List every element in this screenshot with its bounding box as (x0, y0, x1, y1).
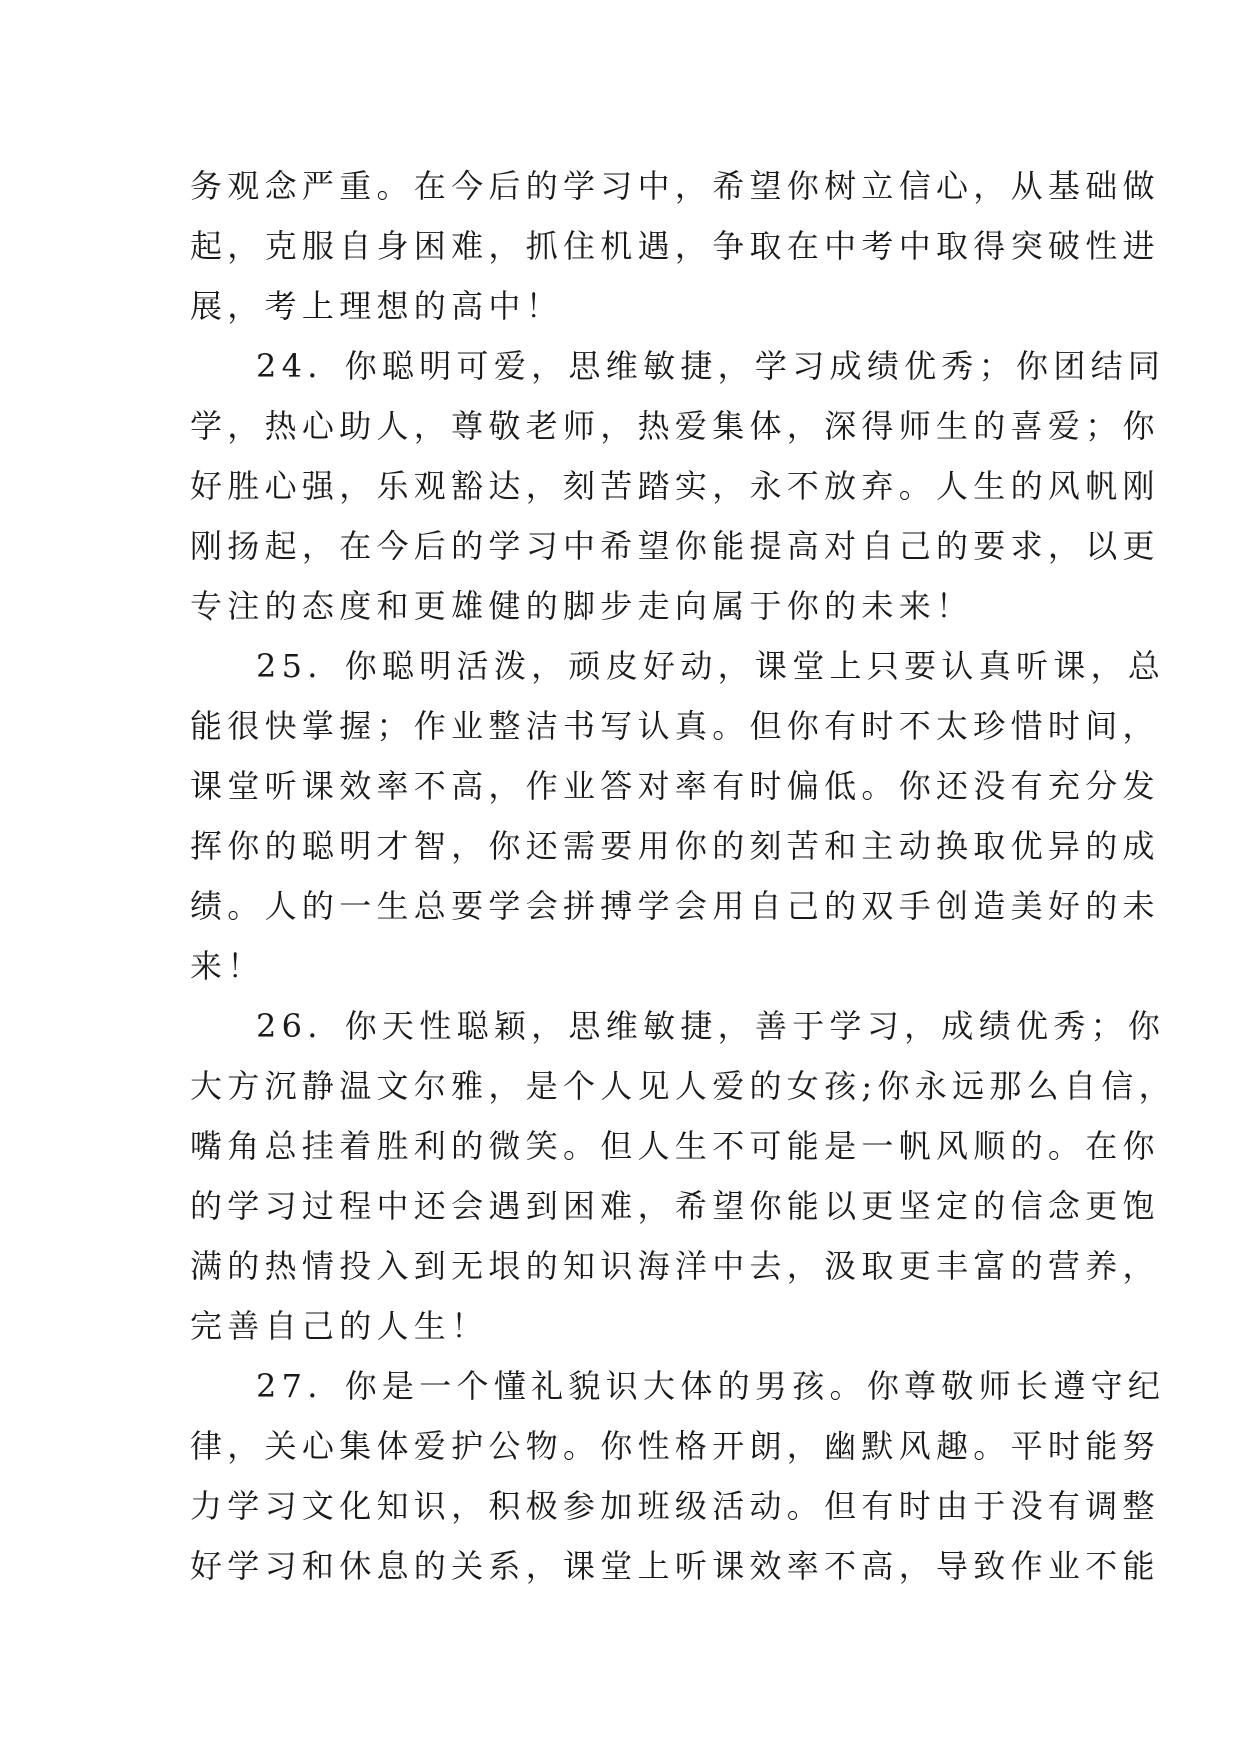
text-line: 刚扬起，在今后的学习中希望你能提高对自己的要求，以更 (190, 527, 1160, 565)
text-line: 绩。人的一生总要学会拼搏学会用自己的双手创造美好的未 (190, 887, 1160, 925)
paragraph-start-24: 24．你聪明可爱，思维敏捷，学习成绩优秀；你团结同 (256, 347, 1166, 385)
text-line: 能很快掌握；作业整洁书写认真。但你有时不太珍惜时间， (190, 707, 1160, 745)
paragraph-start-27: 27．你是一个懂礼貌识大体的男孩。你尊敬师长遵守纪 (256, 1367, 1166, 1405)
text-line: 来！ (190, 947, 265, 985)
text-line: 好胜心强，乐观豁达，刻苦踏实，永不放弃。人生的风帆刚 (190, 467, 1160, 505)
text-line: 起，克服自身困难，抓住机遇，争取在中考中取得突破性进 (190, 227, 1160, 265)
paragraph-start-25: 25．你聪明活泼，顽皮好动，课堂上只要认真听课，总 (256, 647, 1166, 685)
text-line: 力学习文化知识，积极参加班级活动。但有时由于没有调整 (190, 1487, 1160, 1525)
paragraph-start-26: 26．你天性聪颖，思维敏捷，善于学习，成绩优秀；你 (256, 1007, 1166, 1045)
text-line: 完善自己的人生！ (190, 1307, 489, 1345)
text-line: 嘴角总挂着胜利的微笑。但人生不可能是一帆风顺的。在你 (190, 1127, 1160, 1165)
text-line: 律，关心集体爱护公物。你性格开朗，幽默风趣。平时能努 (190, 1427, 1160, 1465)
text-line: 展，考上理想的高中！ (190, 287, 564, 325)
text-line: 课堂听课效率不高，作业答对率有时偏低。你还没有充分发 (190, 767, 1160, 805)
body-text (190, 156, 1176, 1596)
text-line: 大方沉静温文尔雅，是个人见人爱的女孩;你永远那么自信， (190, 1067, 1176, 1105)
text-line: 专注的态度和更雄健的脚步走向属于你的未来！ (190, 587, 974, 625)
text-line: 满的热情投入到无垠的知识海洋中去，汲取更丰富的营养， (190, 1247, 1160, 1285)
text-line: 挥你的聪明才智，你还需要用你的刻苦和主动换取优异的成 (190, 827, 1160, 865)
text-line: 务观念严重。在今后的学习中，希望你树立信心，从基础做 (190, 167, 1160, 205)
text-line: 的学习过程中还会遇到困难，希望你能以更坚定的信念更饱 (190, 1187, 1160, 1225)
text-line: 好学习和休息的关系，课堂上听课效率不高，导致作业不能 (190, 1547, 1160, 1585)
text-line: 学，热心助人，尊敬老师，热爱集体，深得师生的喜爱；你 (190, 407, 1160, 445)
